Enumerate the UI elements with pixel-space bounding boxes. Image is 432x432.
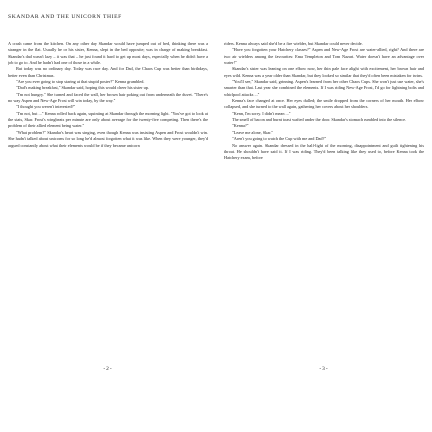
paragraph: A crash came from the kitchen. On any other day Skandar would have jumped out of bed, thinking there was a stranger in the flat. Usually he or his sister, Kenna, slept in the bed opposite; was in charge of making breakfast. Skandar's dad wasn't lazy – it was that – he just found it hard to get up most days, especially when he didn't have a job to go to. And he hadn't had one of those in a while. (8, 41, 208, 66)
paragraph: "Kenn, I'm sorry. I didn't mean ..." (232, 110, 291, 116)
paragraph: "I thought you weren't interested?" (16, 104, 76, 110)
paragraph: But today was no ordinary day. Today was race day. And for Dad, the Chaos Cup was better than birthdays, better even than Christmas. (8, 66, 208, 78)
paragraph: "Aren't you going to watch the Cup with me and Dad?" (232, 136, 327, 142)
page-number: -3- (319, 366, 329, 372)
right-page-text (224, 41, 424, 356)
page-number: -2- (103, 366, 113, 372)
paragraph: riders. Kenna always said she'd be a fire wielder, but Skandar could never decide. (224, 41, 363, 46)
left-page (8, 14, 208, 424)
paragraph: "Dad's making breakfast," Skandar said, hoping this would cheer his sister up. (16, 85, 149, 91)
right-page (224, 14, 424, 424)
paragraph: "Leave me alone, Skar." (232, 129, 274, 135)
paragraph: "You'll see," Skandar said, grinning. Aspen's learned from her other Chaos Cups. She won't just use water, she's smarter than that. Last year she combined the elements. If I was riding New-Age Frost, I'd go for lightning bolts and whirlpool attacks ..." (224, 79, 424, 97)
paragraph: "Are you ever going to stop staring at that stupid poster?" Kenna grumbled. (16, 79, 145, 85)
paragraph: No answer again. Skandar dressed in the half-light of the morning, disappointment and guilt tightening his throat. He shouldn't have said it. If I was riding. They'd been talking like they used to, before Kenna took the Hatchery exam, before (224, 142, 424, 161)
running-head (224, 14, 424, 20)
paragraph: "I'm not, but ..." Kenna rolled back again, squinting at Skandar through the morning light. "You've got to look at the stats, Skar. Frost's wingbeats per minute are only about average for the twenty-five competing. Then there's the problem of their allied element being water." (8, 110, 208, 129)
paragraph: "Have you forgotten your Hatchery classes?" Aspen and New-Age Frost are water-allied, right? And there are two air wielders among the favourites: Ema Templeton and Tom Nazari. Water doesn't have an advantage over water!" (224, 47, 424, 66)
paragraph: Kenna's face changed at once. Her eyes dulled; the smile dropped from the corners of her mouth. Her elbow collapsed, and she turned to the wall again, gathering her covers about her shoulders. (224, 98, 424, 110)
paragraph: "What problem?" Skandar's heart was singing, even though Kenna was insisting Aspen and Frost wouldn't win. She hadn't talked about unicorns for so long he'd almost forgotten what it was like. When they were younger, they'd argued constantly about what their elements would be if they became unicorn (8, 129, 208, 148)
left-page-text (8, 41, 208, 356)
paragraph: "I'm not hungry." She turned and faced the wall, her brown hair poking out from underneath the duvet. "There's no way Aspen and New-Age Frost will win today, by the way." (8, 91, 208, 104)
paragraph: "Kenna?" (232, 123, 249, 129)
paragraph: Skandar's sister was leaning on one elbow now, her thin pale face alight with excitement, her brown hair and eyes wild. Kenna was a year older than Skandar, but they looked so similar that they'd often been mistaken for twins. (224, 66, 424, 78)
running-head: SKANDAR AND THE UNICORN THIEF (8, 14, 122, 20)
paragraph: The smell of bacon and burnt toast wafted under the door. Skandar's stomach rumbled into the silence. (232, 117, 407, 123)
